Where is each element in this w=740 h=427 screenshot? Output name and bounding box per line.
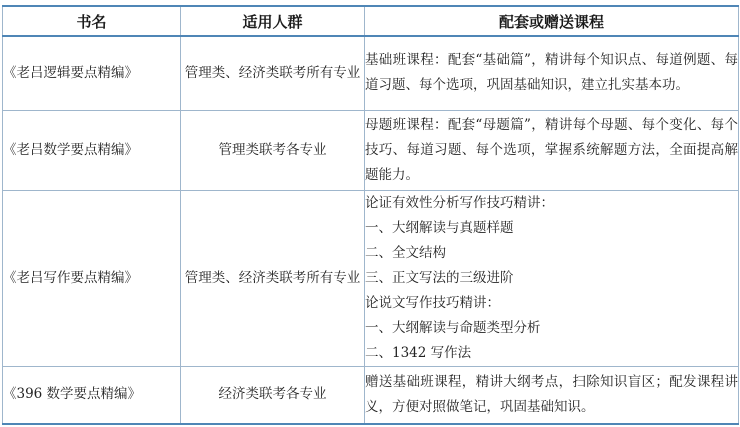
course-line: 二、1342 写作法 bbox=[365, 344, 472, 361]
course-cell bbox=[365, 366, 739, 424]
course-cell bbox=[365, 36, 739, 110]
table-row bbox=[3, 366, 739, 424]
course-text: 赠送基础班课程，精讲大纲考点，扫除知识盲区；配发课程讲义，方便对照做笔记，巩固基础知识。 bbox=[365, 373, 738, 415]
course-cell bbox=[365, 190, 739, 366]
course-line: 论证有效性分析写作技巧精讲： bbox=[365, 194, 554, 211]
audience-cell: 经济类联考各专业 bbox=[181, 366, 365, 424]
table-row bbox=[3, 36, 739, 110]
book-title-cell: 《396 数学要点精编》 bbox=[3, 366, 181, 424]
audience-cell: 管理类联考各专业 bbox=[181, 110, 365, 190]
course-text: 母题班课程：配套“母题篇”，精讲每个母题、每个变化、每个技巧、每道习题、每个选项，掌握系统解题方法，全面提高解题能力。 bbox=[365, 116, 738, 183]
header-courses: 配套或赠送课程 bbox=[365, 6, 739, 36]
course-cell bbox=[365, 110, 739, 190]
course-line: 三、正文写法的三级进阶 bbox=[365, 269, 514, 286]
course-text: 基础班课程：配套“基础篇”，精讲每个知识点、每道例题、每道习题、每个选项，巩固基础知识，建立扎实基本功。 bbox=[365, 52, 738, 94]
table-row bbox=[3, 110, 739, 190]
table-row bbox=[3, 190, 739, 366]
header-audience: 适用人群 bbox=[181, 6, 365, 36]
course-line: 二、全文结构 bbox=[365, 244, 446, 261]
audience-cell: 管理类、经济类联考所有专业 bbox=[181, 190, 365, 366]
course-line: 一、大纲解读与真题样题 bbox=[365, 219, 514, 236]
course-line: 论说文写作技巧精讲： bbox=[365, 294, 500, 311]
course-line: 一、大纲解读与命题类型分析 bbox=[365, 319, 541, 336]
table-header-row bbox=[3, 6, 739, 36]
audience-cell: 管理类、经济类联考所有专业 bbox=[181, 36, 365, 110]
book-title-cell: 《老吕写作要点精编》 bbox=[3, 190, 181, 366]
header-book-title: 书名 bbox=[3, 6, 181, 36]
book-title-cell: 《老吕数学要点精编》 bbox=[3, 110, 181, 190]
book-course-table bbox=[2, 5, 739, 425]
book-title-cell: 《老吕逻辑要点精编》 bbox=[3, 36, 181, 110]
